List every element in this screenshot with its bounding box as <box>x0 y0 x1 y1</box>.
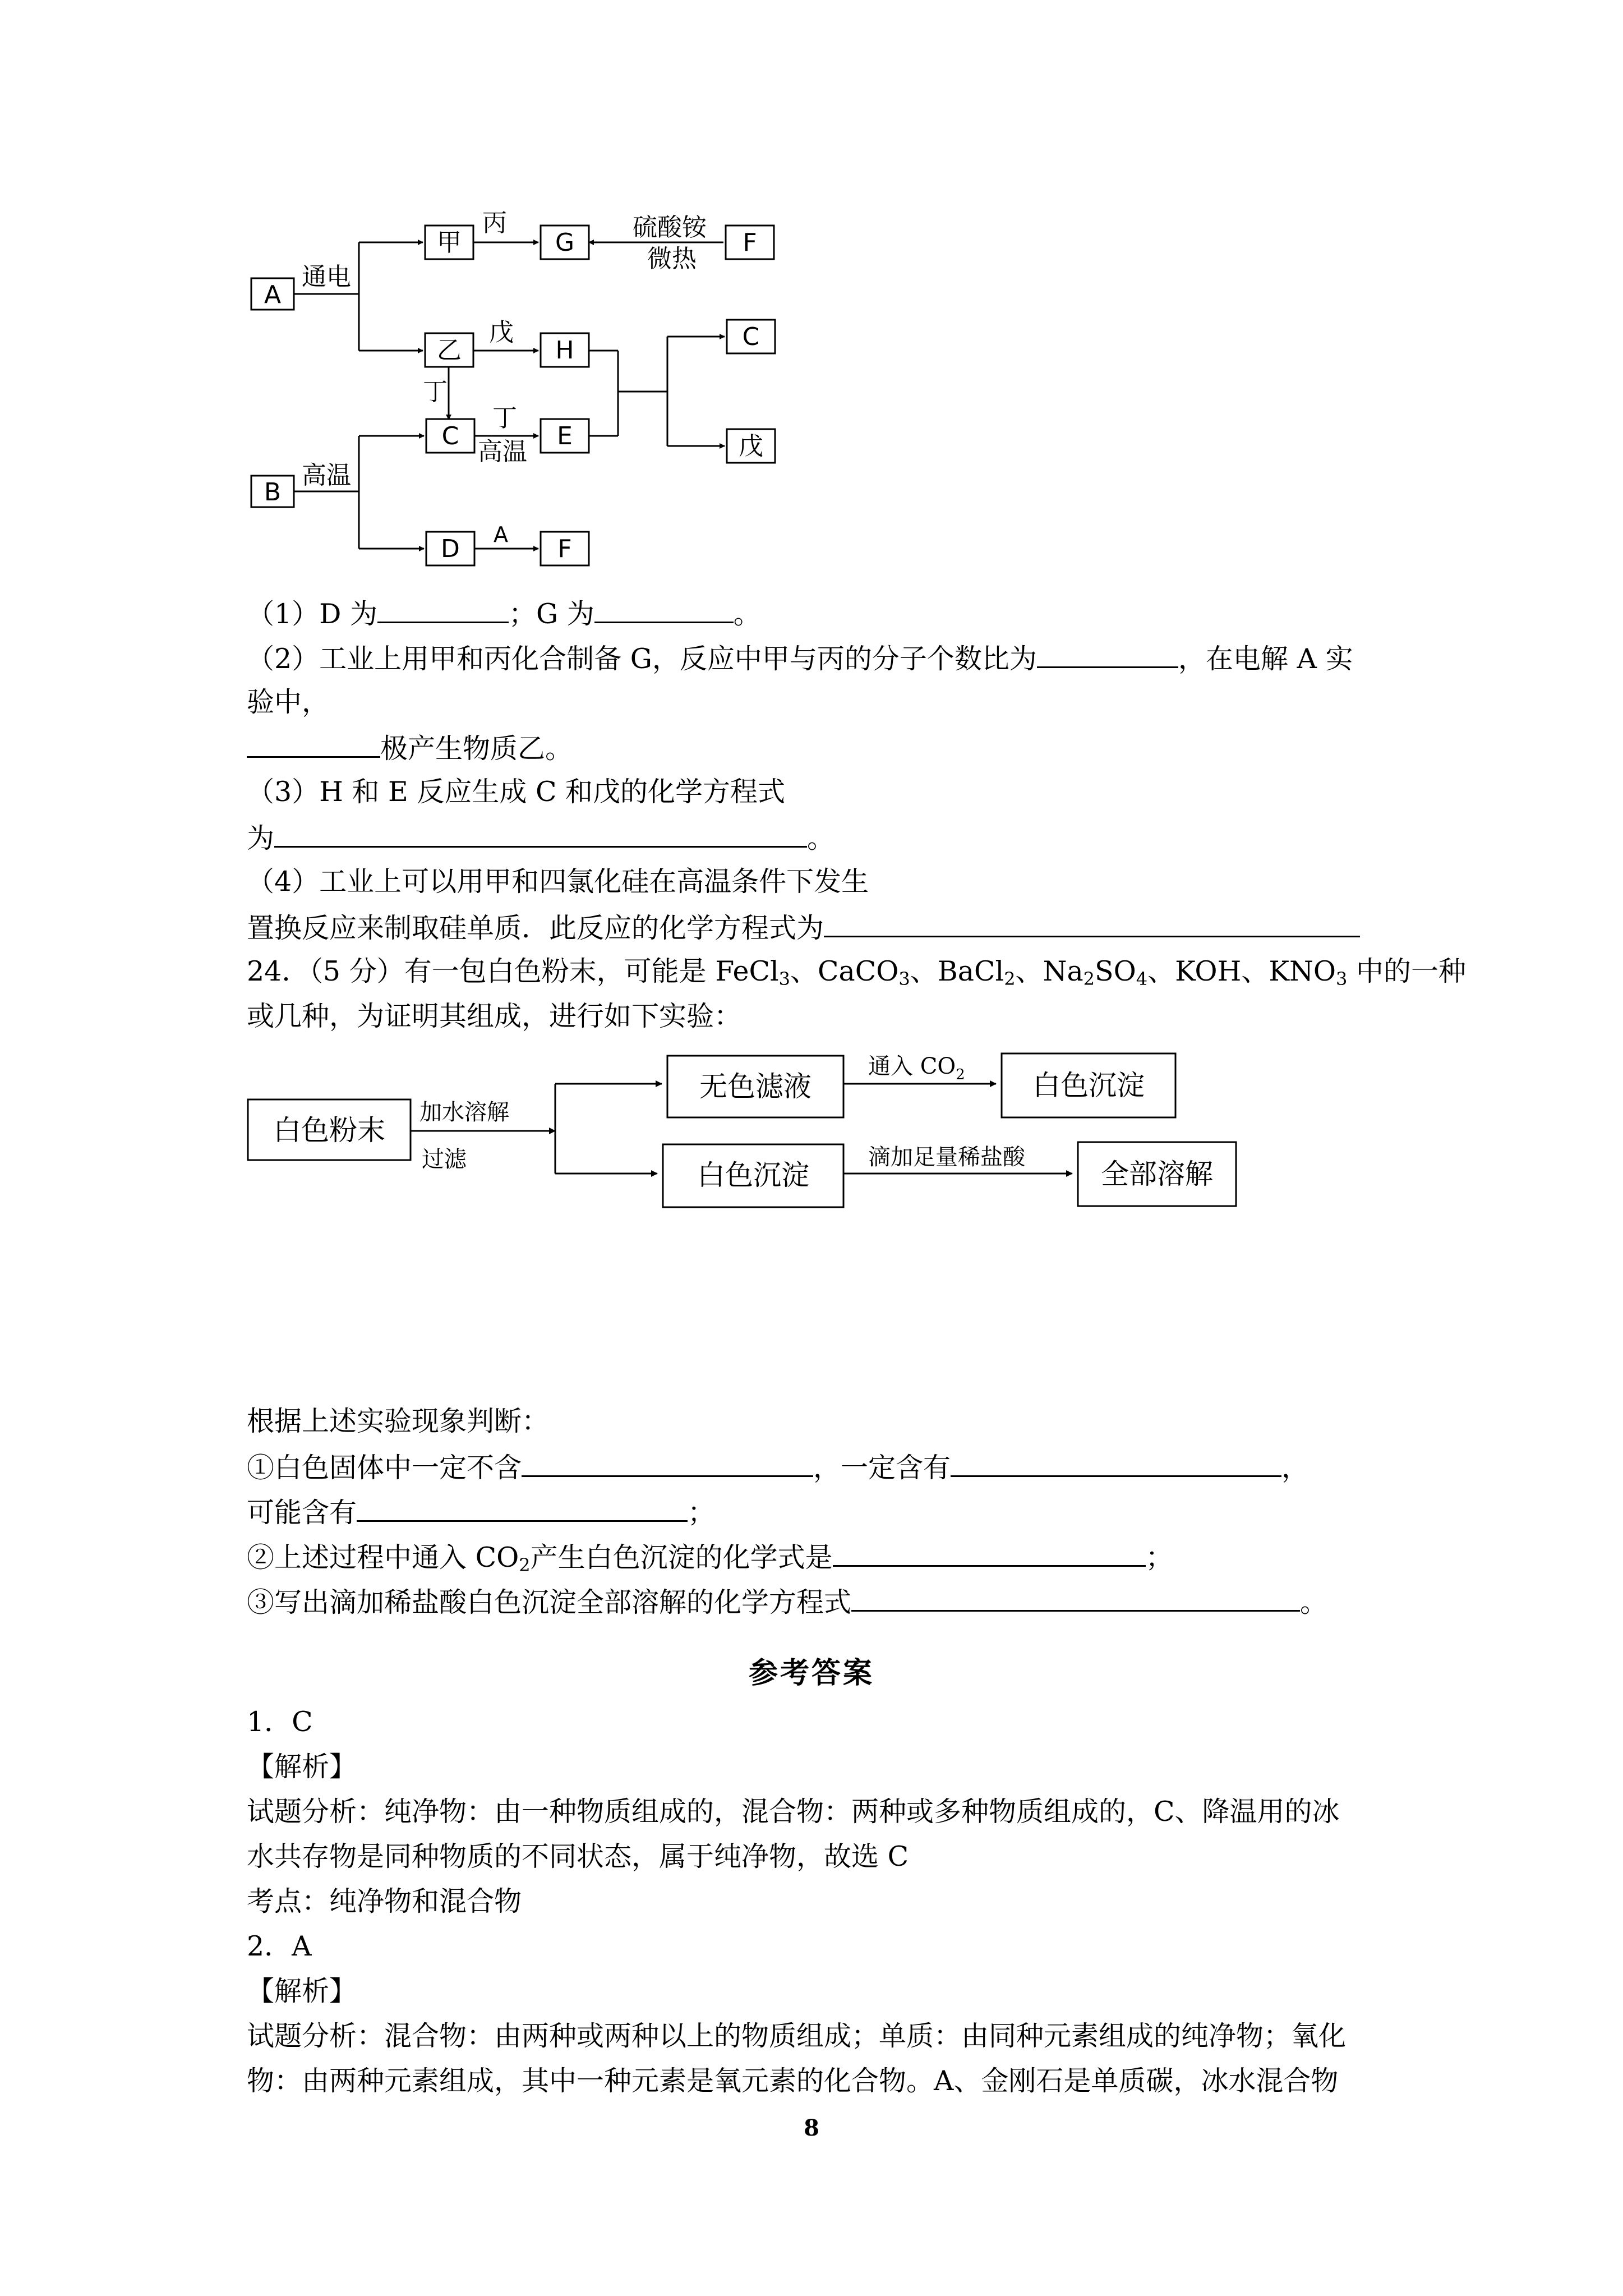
answer-1-point-text: 考点：纯净物和混合物 <box>247 1885 522 1917</box>
label-bing: 丙 <box>482 209 507 237</box>
answer-1-tag-text: 【解析】 <box>247 1751 357 1783</box>
formula-BaCl2 <box>937 955 1043 990</box>
q24-intro-tail: 中的一种 <box>1347 955 1466 987</box>
q23-line-8 <box>247 904 1391 949</box>
answer-1-analysis-1-text: 试题分析：纯净物：由一种物质组成的，混合物：两种或多种物质组成的，C、降温用的冰 <box>247 1796 1340 1828</box>
q24-s4-text: ③写出滴加稀盐酸白色沉淀全部溶解的化学方程式 <box>247 1586 852 1618</box>
q23-line-6 <box>247 815 1391 859</box>
q24-judge-text: 根据上述实验现象判断： <box>247 1405 550 1437</box>
q24-judge-line <box>247 1399 1391 1444</box>
box-jia-label: 甲 <box>437 228 462 257</box>
filtrate-text: 无色滤液 <box>699 1070 811 1103</box>
answer-blank-dissolve-equation[interactable] <box>851 1579 1300 1612</box>
box-C-right-label: C <box>742 323 760 351</box>
box-B-label: B <box>264 478 282 507</box>
formula-sub: 4 <box>1136 968 1148 990</box>
experiment-flow-diagram <box>0 1010 1623 1234</box>
answer-2-analysis-2-text: 物：由两种元素组成，其中一种元素是氧元素的化合物。A、金刚石是单质碳，冰水混合物 <box>247 2065 1339 2097</box>
q23-3-text: 验中， <box>247 686 330 718</box>
q23-2-text: （2）工业上用甲和丙化合制备 G，反应中甲与丙的分子个数比为 <box>247 643 1037 675</box>
formula-CaCO3 <box>818 955 938 990</box>
q24-s1-mid: ，一定含有 <box>813 1452 951 1484</box>
dissolve-label: 加水溶解 <box>419 1099 509 1125</box>
answer-1 <box>247 1700 1391 1745</box>
q24-intro-line2: 或几种，为证明其组成，进行如下实验： <box>247 1000 742 1032</box>
filter-label: 过滤 <box>422 1147 467 1172</box>
formula-Na2SO4 <box>1043 955 1175 990</box>
box-yi-label: 乙 <box>437 336 462 365</box>
answer-blank-G[interactable] <box>594 590 734 623</box>
answer-1-analysis-1 <box>247 1789 1391 1834</box>
formula-FeCl3 <box>715 955 818 990</box>
answer-1-analysis-2-text: 水共存物是同种物质的不同状态，属于纯净物，故选 C <box>247 1841 909 1872</box>
q23-2-tail: ，在电解 A 实 <box>1178 643 1353 675</box>
formula-KOH <box>1175 955 1269 987</box>
q23-1-text-g: ；G 为 <box>509 598 594 630</box>
answer-1-text: 1．C <box>247 1706 313 1738</box>
label-A-reagent: A <box>494 522 508 547</box>
formula-sub: 2 <box>1004 968 1016 990</box>
label-electrolysis: 通电 <box>302 263 351 291</box>
dissolved-text: 全部溶解 <box>1101 1158 1213 1190</box>
q24-s1-end: ， <box>1281 1452 1310 1484</box>
q23-5-text: （3）H 和 E 反应生成 C 和戊的化学方程式 <box>247 776 786 808</box>
formula-sub: 3 <box>1336 968 1348 990</box>
formula-part: KNO <box>1269 955 1336 987</box>
answer-blank-equation-HE[interactable] <box>274 815 807 848</box>
q23-line-2 <box>247 635 1391 680</box>
formula-part: BaCl <box>937 955 1004 987</box>
q24-s4-end: 。 <box>1300 1586 1328 1618</box>
formula-sub: 2 <box>1083 968 1095 990</box>
label-gentle-heat: 微热 <box>647 245 697 273</box>
answer-blank-must-contain[interactable] <box>951 1444 1281 1477</box>
reaction-flow-diagram <box>0 0 1623 595</box>
page-number: 8 <box>804 2115 819 2141</box>
label-ding: 丁 <box>492 404 517 432</box>
answer-blank-electrode[interactable] <box>247 725 380 758</box>
label-high-temp-B: 高温 <box>302 461 351 490</box>
formula-part: FeCl <box>715 955 779 987</box>
formula-sep: 、 <box>790 955 818 987</box>
box-F-bottom-label: F <box>557 535 572 563</box>
formula-sep: 、 <box>910 955 938 987</box>
q24-line-1 <box>247 949 1466 994</box>
formula-sep: 、 <box>1015 955 1043 987</box>
answer-2 <box>247 1924 1391 1969</box>
q23-line-7 <box>247 859 1391 904</box>
answer-blank-precipitate-formula[interactable] <box>833 1534 1146 1567</box>
formula-part: SO <box>1095 955 1136 987</box>
answers-section <box>247 1700 1391 2104</box>
q24-s3 <box>247 1534 1391 1579</box>
q23-8-text: 置换反应来制取硅单质．此反应的化学方程式为 <box>247 912 824 944</box>
hcl-label: 滴加足量稀盐酸 <box>868 1144 1025 1170</box>
box-wu-label: 戊 <box>739 432 763 461</box>
q24-s3-mid: 产生白色沉淀的化学式是 <box>530 1542 833 1573</box>
q23-7-text: （4）工业上可以用甲和四氯化硅在高温条件下发生 <box>247 866 869 898</box>
formula-sep: 、 <box>1147 955 1175 987</box>
answer-2-tag <box>247 1969 1391 2014</box>
q23-4-text: 极产生物质乙。 <box>380 733 573 765</box>
formula-part: CaCO <box>818 955 899 987</box>
formula-part: KOH <box>1175 955 1242 987</box>
formula-sub: 3 <box>898 968 910 990</box>
answer-blank-may-contain[interactable] <box>357 1489 688 1522</box>
answer-blank-D[interactable] <box>377 590 509 623</box>
formula-sub: 3 <box>778 968 791 990</box>
q24-intro-text: 24．（5 分）有一包白色粉末，可能是 <box>247 955 716 987</box>
box-F-top-label: F <box>743 228 757 257</box>
q23-line-1 <box>247 590 1391 635</box>
box-D-label: D <box>441 535 460 563</box>
q24-s3-end: ； <box>1145 1542 1173 1573</box>
answer-1-analysis-2 <box>247 1834 1391 1879</box>
co2-label-text: 通入 CO <box>868 1053 956 1079</box>
q24-s1 <box>247 1444 1391 1489</box>
q23-6-end: 。 <box>807 822 835 854</box>
answer-2-analysis-1-text: 试题分析：混合物：由两种或两种以上的物质组成；单质：由同种元素组成的纯净物；氧化 <box>247 2020 1347 2052</box>
q23-6-text: 为 <box>247 822 275 854</box>
answers-heading: 参考答案 <box>748 1656 874 1690</box>
q23-line-4 <box>247 725 1391 770</box>
q24-s3-text: ②上述过程中通入 CO <box>247 1542 519 1573</box>
answer-2-tag-text: 【解析】 <box>247 1975 357 2007</box>
label-ammonium-sulfate: 硫酸铵 <box>633 213 707 242</box>
co2-label-sub: 2 <box>956 1066 965 1083</box>
label-ding-down: 丁 <box>423 378 448 406</box>
answer-blank-equation-si[interactable] <box>824 904 1360 937</box>
q24-s2-text: 可能含有 <box>247 1497 357 1529</box>
box-A-label: A <box>264 280 282 309</box>
precipitate-text: 白色沉淀 <box>697 1159 809 1191</box>
co2-label <box>868 1053 965 1083</box>
q24-s4 <box>247 1579 1391 1623</box>
answer-2-analysis-2 <box>247 2059 1391 2104</box>
answer-1-point <box>247 1879 1391 1924</box>
precipitate-top-text: 白色沉淀 <box>1032 1069 1145 1102</box>
q23-1-end: 。 <box>733 598 761 630</box>
box-H-label: H <box>555 336 574 365</box>
q23-1-text: （1）D 为 <box>247 598 378 630</box>
white-powder-text: 白色粉末 <box>273 1114 385 1147</box>
formula-part: Na <box>1043 955 1083 987</box>
answer-blank-ratio[interactable] <box>1037 635 1178 668</box>
answer-1-tag <box>247 1745 1391 1789</box>
q24-s2 <box>247 1489 1391 1534</box>
formula-sep: 、 <box>1241 955 1269 987</box>
q23-line-5 <box>247 770 1391 815</box>
box-G-label: G <box>555 228 575 257</box>
answer-blank-not-contain[interactable] <box>522 1444 813 1477</box>
box-E-label: E <box>557 422 573 450</box>
q24-s2-end: ； <box>688 1497 716 1529</box>
label-wu: 戊 <box>489 318 514 347</box>
answer-2-analysis-1 <box>247 2014 1391 2059</box>
question-23 <box>247 590 1391 949</box>
q24-s3-sub: 2 <box>519 1554 531 1576</box>
q23-line-3 <box>247 680 1391 725</box>
box-C-mid-label: C <box>441 422 459 450</box>
q24-judgement <box>247 1399 1391 1623</box>
q24-s1-text: ①白色固体中一定不含 <box>247 1452 522 1484</box>
formula-KNO3 <box>1269 955 1348 990</box>
label-high-temp-CE: 高温 <box>478 438 527 466</box>
answer-2-text: 2．A <box>247 1930 312 1962</box>
